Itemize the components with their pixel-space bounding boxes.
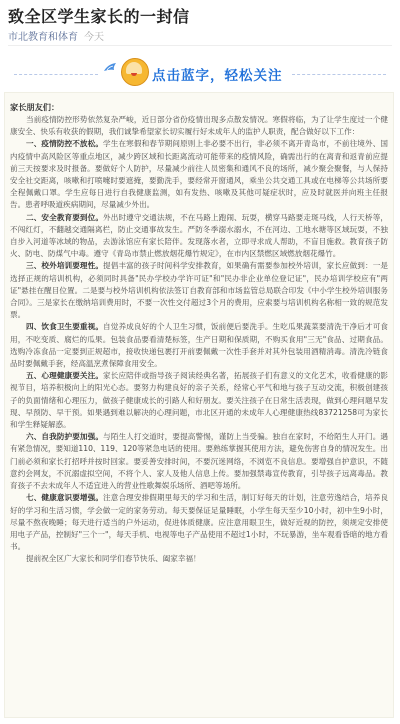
section-body: 与陌生人打交道时，要提高警惕，谨防上当受骗。独自在家时，不给陌生人开门。遇有紧急情况，要知道110、119、120等紧急电话的使用。要熟练掌握其使用方法，避免伤害自身的情况发生。出门前必须和家长打招呼并按时回家。要妥善安排时间，不要沉迷网络，不浏览不良信息。要增强自护意识，不随意约会网友，不沉溺虚拟空间，不将个人、家人及他人信息上传。要加强禁毒宣传教育，引导孩子远离毒品。教育孩子不去未成年人不适宜进入的营业性歌舞娱乐场所、酒吧等场所。 [10, 432, 388, 491]
section-heading: 五、心理健康要关注。 [26, 371, 104, 381]
section-body: 学生在寒假和春节期间原则上非必要不出行，非必须不离开青岛市，不前往境外、国内疫情中高风险区等重点地区，减少跨区域和长距离流动可能带来的疫情风险，确需出行的在离青和返青前应提前三天按要求及时报备。要做好个人防护，尽量减少前往人员密集和通风不良的场所，减少聚会聚餐，与人保持安全社交距离，咳嗽和打喷嚏时要遮掩，要勤洗手，要经常开窗通风，乘坐公共交通工具或在电梯等公共场所要全程佩戴口罩。学生应每日进行自我健康监测，如有发热、咳嗽及其他可疑症状时，应及时就医并向班主任报告。患者呼吸道疾病期间，尽量减少外出。 [10, 139, 388, 210]
title-divider [8, 45, 392, 46]
bird-icon [102, 60, 118, 76]
letter-closing: 提前祝全区广大家长和同学们春节快乐、阖家幸福！ [26, 554, 201, 564]
section-paragraph [10, 492, 388, 553]
section-heading: 七、健康意识要增强。 [26, 493, 104, 503]
section-heading: 二、安全教育要到位。 [26, 212, 104, 222]
section-body: 家长应陪伴或指导孩子阅读经典名著，拓展孩子们有意义的文化艺术，收看健康的影视节目，培养积极向上的阳光心态。要努力构建良好的亲子关系，经常心平气和地与孩子互动交流，积极创建孩子的负面情绪和心理压力，做孩子健康成长的引路人和好朋友。要关注孩子在日常生活表现，做到心理问题早发现、早预防、早干预。如果遇到难以解决的心理问题，市北区开通的未成年人心理健康热线83721258可为家长和学生释疑解惑。 [10, 371, 388, 430]
letter-greeting: 家长朋友们： [10, 102, 60, 112]
section-paragraph [10, 431, 388, 492]
section-paragraph [10, 321, 388, 370]
section-body: 外出时遵守交通法规，不在马路上跑闹、玩耍，横穿马路要走斑马线，人行天桥等，不闯红灯，不翻越交通隔离栏，防止交通事故发生。严防冬季溺水溺水，不在河边、工地水塘等区域玩耍，不独自步入河道等冰域的物品，去游泳馆应有家长陪伴。发现落水者，立即寻求成人帮助，不盲目施救。教育孩子防火、防电、防煤气中毒。遵守《青岛市禁止燃放烟花爆竹规定》，在市内区禁燃区域燃放烟花爆竹。 [10, 212, 388, 259]
mascot-avatar-icon [121, 58, 149, 86]
section-paragraph [10, 212, 388, 261]
section-paragraph [10, 370, 388, 431]
account-name-link[interactable]: 市北教育和体育 [8, 32, 78, 43]
section-paragraph [10, 260, 388, 321]
section-body: 提倡丰富的孩子时间科学安排教育，如果确有需要参加校外培训，家长应做到：一是选择正规的培训机构，必须同时具备"民办学校办学许可证"和"民办非企业单位登记证"，民办培训学校应有"两证"悬挂在醒目位置。二是要与校外培训机构依法签订自教育部和市场监管总局联合印发《中小学生校外培训服务合同》。三是家长在缴纳培训费用时，不要一次性交付超过3个月的费用，应索要与培训机构名称相一致的规范发票。 [10, 261, 388, 320]
banner-left-dashed-line [14, 74, 98, 76]
article-meta [8, 28, 104, 43]
banner-right-dashed-line [292, 74, 386, 76]
section-body: 注意合理安排假期里每天的学习和生活，制订好每天的计划，注意劳逸结合，培养良好的学习和生活习惯，学会做一定的家务劳动。每天要保证足量睡眠，小学生每天至少10小时，初中生9小时，尽量不熬夜晚睡；每天进行适当的户外运动，促进体质健康。应注意用眼卫生，做好近视的防控，须规定安排使用电子产品，控制好"三个一"，每天手机、电视等电子产品使用不超过1小时，不玩暴游，坐车观看昏暗的地方看书。 [10, 493, 388, 552]
letter-body [4, 92, 394, 718]
letter-intro: 当前疫情防控形势依然复杂严峻，近日部分省份疫情出现多点散发情况。寒假将临，为了让学生度过一个健康安全、快乐有收获的假期，我们诚挚希望家长切实履行好未成年人的监护人职责，配合做好以下工作： [10, 115, 388, 137]
section-body: 自觉养成良好的个人卫生习惯，饭前便后要洗手。生吃瓜果蔬菜要清洗干净后才可食用，不吃变质、腐烂的瓜果。包装食品要看清楚标签，生产日期和保质期，不购买食用"三无"食品、过期食品。选购冷冻食品一定要到正规超市，接收快递包裹打开前要佩戴一次性手套并对其外包装用酒精消毒。清洗冷链食品时要佩戴手套，经高温烹煮保障食用安全。 [10, 322, 388, 369]
section-heading: 六、自我防护要加强。 [26, 432, 104, 442]
publish-time: 今天 [84, 32, 104, 43]
section-heading: 一、疫情防控不放松。 [26, 139, 104, 149]
section-heading: 三、校外培训要理性。 [26, 261, 104, 271]
section-paragraph [10, 138, 388, 211]
follow-cta-text[interactable]: 点击蓝字，轻松关注 [152, 68, 283, 84]
section-heading: 四、饮食卫生要重视。 [26, 322, 104, 332]
article-title: 致全区学生家长的一封信 [8, 7, 190, 26]
follow-banner[interactable] [0, 52, 400, 92]
